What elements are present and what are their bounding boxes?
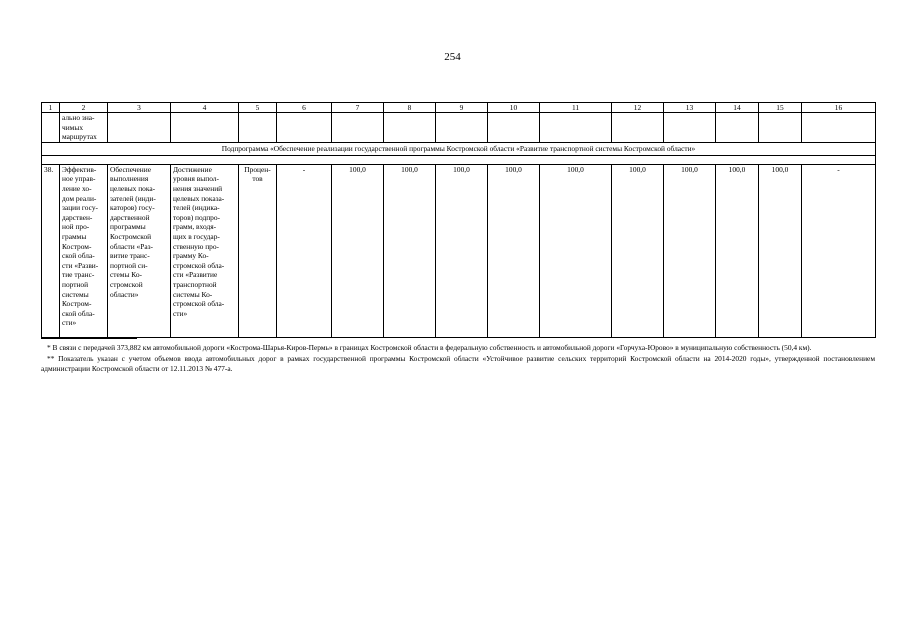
empty-cell <box>540 113 612 143</box>
column-number-cell: 13 <box>664 103 716 113</box>
empty-cell <box>664 113 716 143</box>
column-number-cell: 12 <box>612 103 664 113</box>
cell-value: 100,0 <box>716 164 759 337</box>
cell-value: 100,0 <box>759 164 802 337</box>
subprogram-row <box>42 142 876 155</box>
column-number-cell: 2 <box>60 103 108 113</box>
data-table <box>41 102 876 338</box>
column-number-cell: 5 <box>239 103 277 113</box>
footnotes <box>41 338 875 375</box>
column-number-cell: 8 <box>384 103 436 113</box>
empty-cell <box>277 113 332 143</box>
footnote-1: * В связи с передачей 373,882 км автомобильной дороги «Кострома-Шарья-Киров-Пермь» в границах Костромской области в федеральную собственность и автомобильной дороги «Горчуха-Юрово» в муниципальную собственность (50,4 км). <box>47 343 812 352</box>
empty-cell <box>716 113 759 143</box>
cell-value: - <box>277 164 332 337</box>
column-number-cell: 3 <box>108 103 171 113</box>
column-number-cell: 7 <box>332 103 384 113</box>
empty-cell <box>171 113 239 143</box>
empty-cell <box>384 113 436 143</box>
empty-cell <box>436 113 488 143</box>
column-number-cell: 15 <box>759 103 802 113</box>
cell-value: 100,0 <box>612 164 664 337</box>
cell-value: 100,0 <box>436 164 488 337</box>
cell-goal: Эффектив- ное управ- ление хо- дом реали- зации госу- дарствен- ной про- граммы Костром- ской обла- сти «Разви- тие транс- портной системы Костром- ской обла- сти» <box>60 164 108 337</box>
cell-value: 100,0 <box>488 164 540 337</box>
table-row-38 <box>42 164 876 337</box>
footnote-2: ** Показатель указан с учетом объемов ввода автомобильных дорог в рамках государственной программы Костромской области «Устойчивое развитие сельских территорий Костромской области на 2014-2020 годы», утвержденной постановлением администрации Костромской области от 12.11.2013 № 477-а. <box>41 354 875 373</box>
page-number: 254 <box>444 51 461 63</box>
subprogram-title: Подпрограмма «Обеспечение реализации государственной программы Костромской области «Развитие транспортной системы Костромской области» <box>42 142 876 155</box>
cell-value: 100,0 <box>384 164 436 337</box>
column-number-cell: 6 <box>277 103 332 113</box>
column-number-cell: 4 <box>171 103 239 113</box>
cell-value: 100,0 <box>540 164 612 337</box>
column-number-cell: 9 <box>436 103 488 113</box>
cell-unit: Процен- тов <box>239 164 277 337</box>
empty-cell <box>612 113 664 143</box>
spacer-cell <box>42 155 876 164</box>
empty-cell <box>488 113 540 143</box>
footnote-divider <box>41 338 137 339</box>
column-number-cell: 1 <box>42 103 60 113</box>
column-number-row <box>42 103 876 113</box>
cell-value: 100,0 <box>664 164 716 337</box>
cell-task: Обеспечение выполнения целевых пока- зателей (инди- каторов) госу- дарственной программы Костромской области «Раз- витие транс- портной си- стемы Ко- стромской области» <box>108 164 171 337</box>
continuation-row <box>42 113 876 143</box>
column-number-cell: 16 <box>802 103 876 113</box>
row-number: 38. <box>42 164 60 337</box>
empty-cell <box>239 113 277 143</box>
cell-value: - <box>802 164 876 337</box>
empty-cell <box>332 113 384 143</box>
empty-cell <box>759 113 802 143</box>
continuation-cell: ально зна- чимых маршрутах <box>60 113 108 143</box>
spacer-row <box>42 155 876 164</box>
cell-indicator: Достижение уровня выпол- нения значений целевых показа- телей (индика- торов) подпро- грамм, входя- щих в государ- ственную про- грамму Ко- стромской обла- сти «Развитие транспортной системы Ко- стромской обла- сти» <box>171 164 239 337</box>
column-number-cell: 11 <box>540 103 612 113</box>
empty-cell <box>802 113 876 143</box>
empty-cell <box>42 113 60 143</box>
cell-value: 100,0 <box>332 164 384 337</box>
column-number-cell: 10 <box>488 103 540 113</box>
column-number-cell: 14 <box>716 103 759 113</box>
empty-cell <box>108 113 171 143</box>
